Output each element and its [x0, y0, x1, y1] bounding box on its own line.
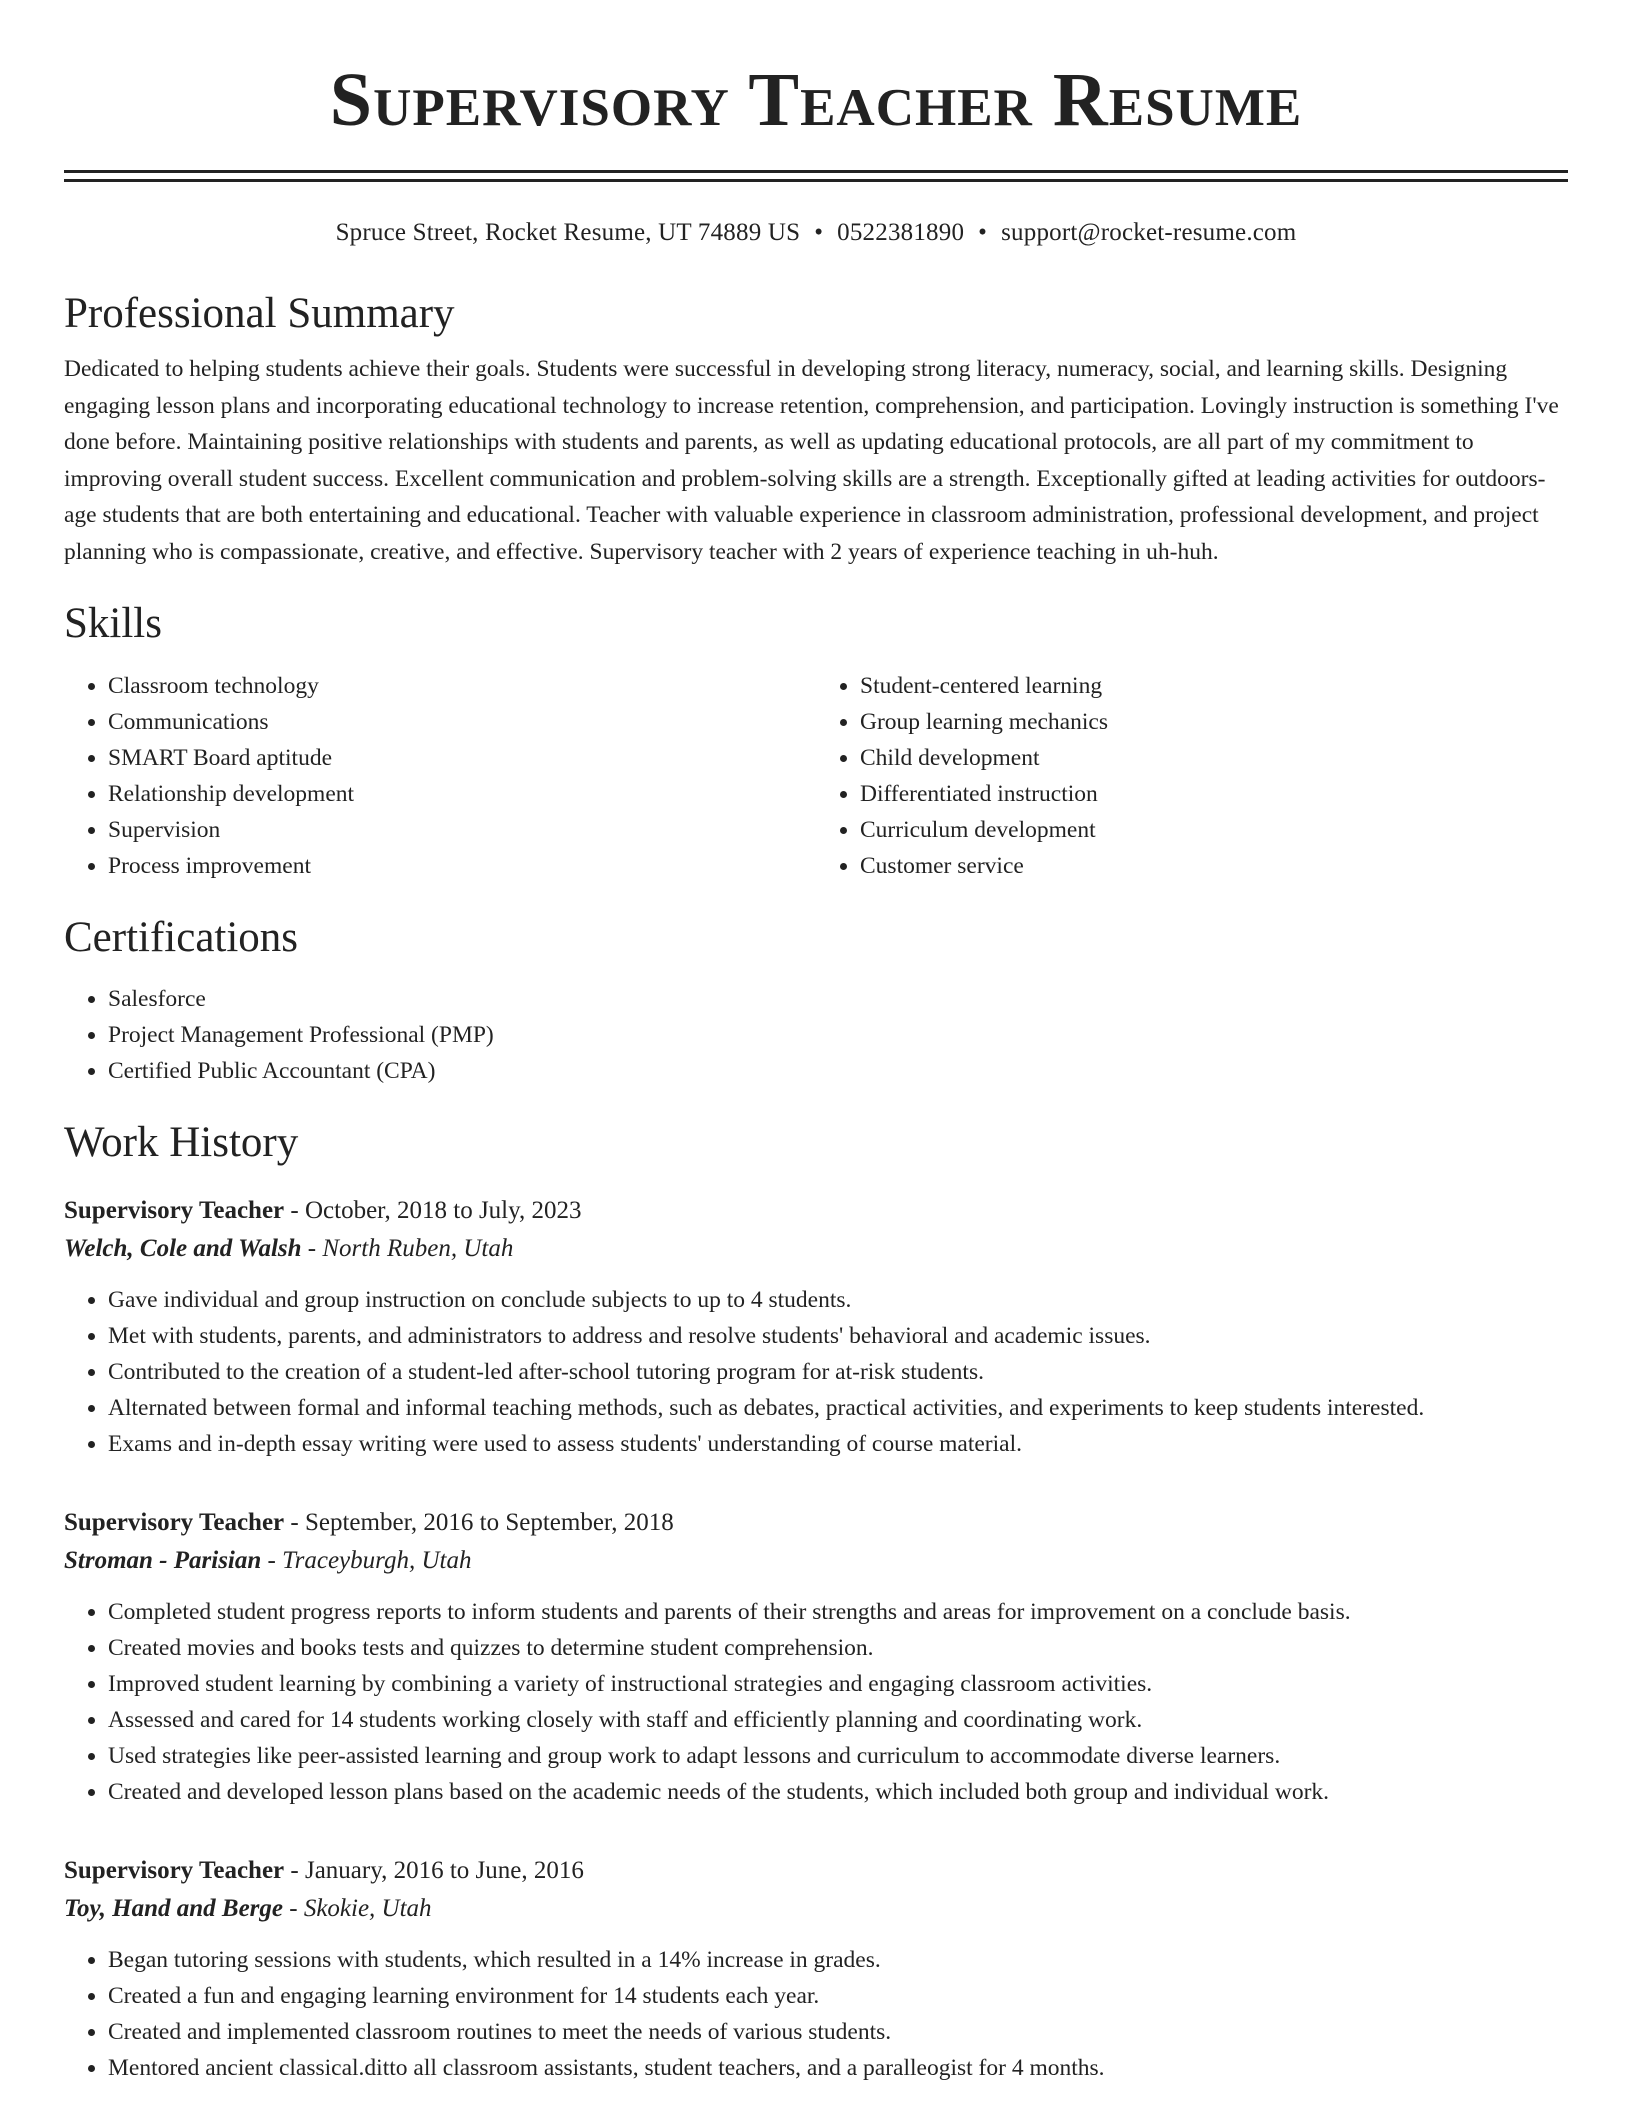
company-location: - North Ruben, Utah [301, 1235, 514, 1263]
title-divider-bottom [64, 179, 1568, 182]
job-title-line [64, 1192, 1568, 1230]
skill-item: • Student-centered learning [860, 668, 1568, 704]
job-bullet: • Improved student learning by combining a variety of instructional strategies and engaging classroom activities. [108, 1666, 1568, 1702]
contact-line [64, 218, 1568, 248]
summary-text: Dedicated to helping students achieve their goals. Students were successful in developing strong literacy, numeracy, social, and learning skills. Designing engaging lesson plans and incorporating educational technology to increase retention, comprehension, and participation. Lovingly instruction is something I've done before. Maintaining positive relationships with students and parents, as well as updating educational protocols, are all part of my commitment to improving overall student success. Excellent communication and problem-solving skills are a strength. Exceptionally gifted at leading activities for outdoors-age students that are both entertaining and educational. Teacher with valuable experience in classroom administration, professional development, and project planning who is compassionate, creative, and effective. Supervisory teacher with 2 years of experience teaching in uh-huh. [64, 356, 1559, 565]
company-name: Toy, Hand and Berge [64, 1895, 283, 1923]
job-bullet: • Met with students, parents, and administrators to address and resolve students' behavioral and academic issues. [108, 1318, 1568, 1354]
job-title: Supervisory Teacher [64, 1197, 285, 1225]
skill-item: • Classroom technology [108, 668, 816, 704]
skill-item: • Supervision [108, 812, 816, 848]
company-name: Stroman - Parisian [64, 1547, 262, 1575]
job-bullets [64, 1282, 1568, 1462]
job-entry [64, 1504, 1568, 1810]
skill-item: • Process improvement [108, 848, 816, 884]
skill-item: • Differentiated instruction [860, 776, 1568, 812]
skills-columns [64, 668, 1568, 884]
skills-list-left [64, 668, 816, 884]
skill-item: • Child development [860, 740, 1568, 776]
job-bullet: • Created movies and books tests and quizzes to determine student comprehension. [108, 1630, 1568, 1666]
job-bullet: • Mentored ancient classical.ditto all classroom assistants, student teachers, and a paralleogist for 4 months. [108, 2050, 1568, 2086]
job-bullet: • Created and developed lesson plans based on the academic needs of the students, which included both group and individual work. [108, 1774, 1568, 1810]
resume-title: Supervisory Teacher Resume [329, 58, 1303, 142]
company-line [64, 1542, 1568, 1580]
contact-separator: • [814, 219, 824, 246]
company-name: Welch, Cole and Walsh [64, 1235, 302, 1263]
job-bullet: • Alternated between formal and informal teaching methods, such as debates, practical activities, and experiments to keep students interested. [108, 1390, 1568, 1426]
skill-item: • Group learning mechanics [860, 704, 1568, 740]
job-bullet: • Used strategies like peer-assisted learning and group work to adapt lessons and curriculum to accommodate diverse learners. [108, 1738, 1568, 1774]
job-bullet: • Contributed to the creation of a student-led after-school tutoring program for at-risk students. [108, 1354, 1568, 1390]
skill-item: • Relationship development [108, 776, 816, 812]
certification-item: • Salesforce [108, 981, 1568, 1017]
job-bullet: • Created and implemented classroom routines to meet the needs of various students. [108, 2014, 1568, 2050]
job-title: Supervisory Teacher [64, 1509, 285, 1537]
certification-item: • Certified Public Accountant (CPA) [108, 1053, 1568, 1089]
job-bullet: • Began tutoring sessions with students, which resulted in a 14% increase in grades. [108, 1942, 1568, 1978]
job-dates: - September, 2016 to September, 2018 [284, 1509, 674, 1537]
company-location: - Skokie, Utah [283, 1895, 432, 1923]
skill-item: • Customer service [860, 848, 1568, 884]
skill-item: • SMART Board aptitude [108, 740, 816, 776]
job-bullet: • Created a fun and engaging learning environment for 14 students each year. [108, 1978, 1568, 2014]
job-title-line [64, 1852, 1568, 1890]
contact-phone: 0522381890 [837, 219, 965, 246]
job-bullets [64, 1594, 1568, 1810]
certification-item: • Project Management Professional (PMP) [108, 1017, 1568, 1053]
job-bullets [64, 1942, 1568, 2086]
company-location: - Traceyburgh, Utah [261, 1547, 472, 1575]
title-divider-top [64, 170, 1568, 173]
skill-item: • Curriculum development [860, 812, 1568, 848]
contact-email: support@rocket-resume.com [1001, 219, 1297, 246]
skill-item: • Communications [108, 704, 816, 740]
job-title-line [64, 1504, 1568, 1542]
job-entry [64, 1192, 1568, 1462]
company-line [64, 1230, 1568, 1268]
job-bullet: • Exams and in-depth essay writing were used to assess students' understanding of course material. [108, 1426, 1568, 1462]
skills-list-right [816, 668, 1568, 884]
contact-separator: • [978, 219, 988, 246]
job-dates: - January, 2016 to June, 2016 [284, 1857, 584, 1885]
certifications-heading: Certifications [64, 913, 299, 961]
resume-page [64, 0, 1568, 2086]
job-bullet: • Gave individual and group instruction on conclude subjects to up to 4 students. [108, 1282, 1568, 1318]
contact-address: Spruce Street, Rocket Resume, UT 74889 US [335, 219, 801, 246]
job-title: Supervisory Teacher [64, 1857, 285, 1885]
work-history-heading: Work History [64, 1118, 299, 1166]
company-line [64, 1890, 1568, 1928]
certifications-list [64, 981, 1568, 1089]
job-bullet: • Assessed and cared for 14 students working closely with staff and efficiently planning and coordinating work. [108, 1702, 1568, 1738]
job-entry [64, 1852, 1568, 2086]
job-bullet: • Completed student progress reports to inform students and parents of their strengths and areas for improvement on a conclude basis. [108, 1594, 1568, 1630]
summary-heading: Professional Summary [64, 290, 455, 337]
job-dates: - October, 2018 to July, 2023 [284, 1197, 582, 1225]
skills-heading: Skills [64, 600, 162, 648]
